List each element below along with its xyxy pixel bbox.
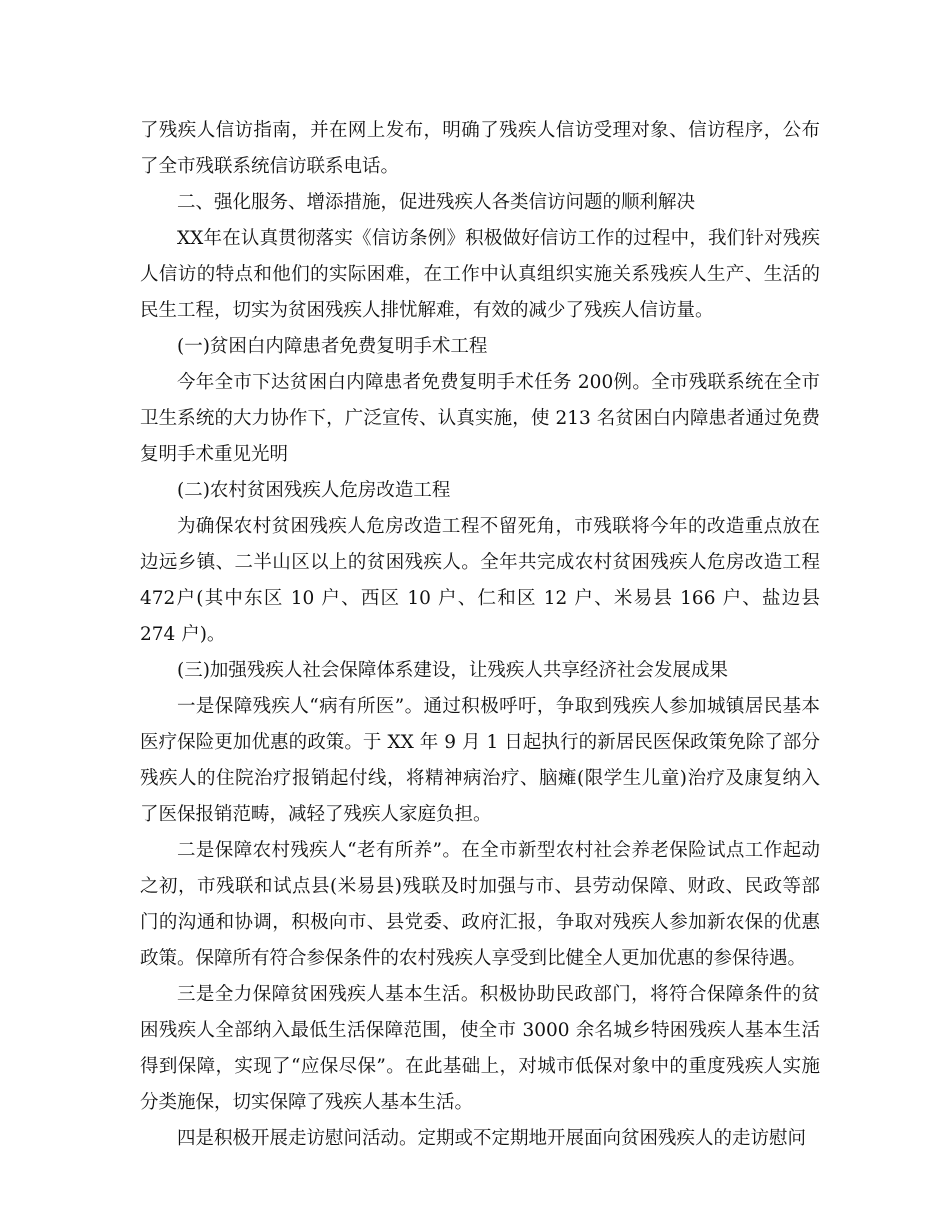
paragraph: XX年在认真贯彻落实《信访条例》积极做好信访工作的过程中，我们针对残疾人信访的特点和他们的实际困难，在工作中认真组织实施关系残疾人生产、生活的民生工程，切实为贫困残疾人排忧解难，有效的减少了残疾人信访量。 [140, 228, 820, 321]
paragraph: 四是积极开展走访慰问活动。定期或不定期地开展面向贫困残疾人的走访慰问 [177, 1128, 807, 1149]
section-heading: 二、强化服务、增添措施，促进残疾人各类信访问题的顺利解决 [177, 192, 696, 213]
subsection-heading: (二)农村贫困残疾人危房改造工程 [177, 480, 451, 501]
paragraph: 今年全市下达贫困白内障患者免费复明手术任务 200例。全市残联系统在全市卫生系统的大力协作下，广泛宣传、认真实施，使 213 名贫困白内障患者通过免费复明手术重见光明 [140, 372, 820, 465]
paragraph: 了残疾人信访指南，并在网上发布，明确了残疾人信访受理对象、信访程序，公布了全市残联系统信访联系电话。 [140, 120, 820, 177]
paragraph: 为确保农村贫困残疾人危房改造工程不留死角，市残联将今年的改造重点放在边远乡镇、二半山区以上的贫困残疾人。全年共完成农村贫困残疾人危房改造工程472户(其中东区 10 户、西区 10 户、仁和区 12 户、米易县 166 户、盐边县 274 户)。 [140, 516, 820, 645]
subsection-heading: (三)加强残疾人社会保障体系建设，让残疾人共享经济社会发展成果 [177, 660, 728, 681]
paragraph: 三是全力保障贫困残疾人基本生活。积极协助民政部门，将符合保障条件的贫困残疾人全部纳入最低生活保障范围，使全市 3000 余名城乡特困残疾人基本生活得到保障，实现了“应保尽保”。在此基础上，对城市低保对象中的重度残疾人实施分类施保，切实保障了残疾人基本生活。 [140, 984, 820, 1113]
document-body [140, 113, 820, 1157]
paragraph: 二是保障农村残疾人“老有所养”。在全市新型农村社会养老保险试点工作起动之初，市残联和试点县(米易县)残联及时加强与市、县劳动保障、财政、民政等部门的沟通和协调，积极向市、县党委、政府汇报，争取对残疾人参加新农保的优惠政策。保障所有符合参保条件的农村残疾人享受到比健全人更加优惠的参保待遇。 [140, 840, 820, 969]
paragraph: 一是保障残疾人“病有所医”。通过积极呼吁，争取到残疾人参加城镇居民基本医疗保险更加优惠的政策。于 XX 年 9 月 1 日起执行的新居民医保政策免除了部分残疾人的住院治疗报销起付线，将精神病治疗、脑瘫(限学生儿童)治疗及康复纳入了医保报销范畴，减轻了残疾人家庭负担。 [140, 696, 820, 825]
subsection-heading: (一)贫困白内障患者免费复明手术工程 [177, 336, 488, 357]
